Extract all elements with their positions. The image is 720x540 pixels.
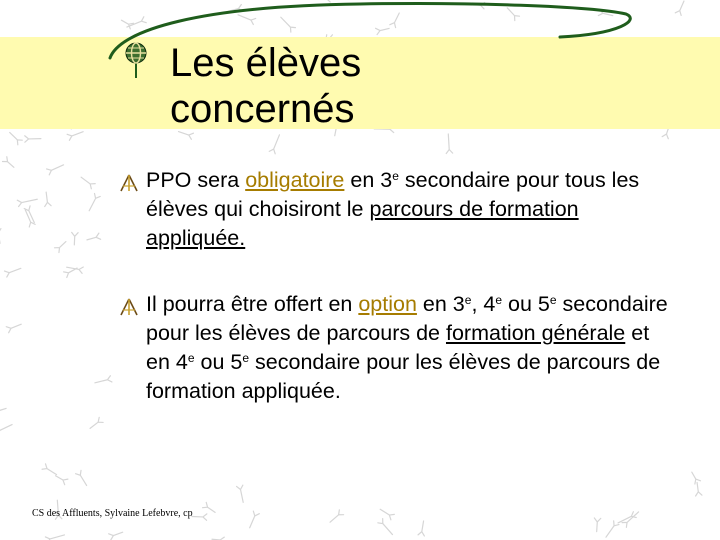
bullet-list <box>118 166 678 443</box>
texture-mark <box>64 268 77 277</box>
ordinal-superscript: e <box>187 351 195 365</box>
texture-mark <box>67 132 83 141</box>
texture-mark <box>179 132 194 140</box>
globe-icon <box>124 41 148 65</box>
texture-mark <box>42 464 57 475</box>
texture-mark <box>47 165 64 175</box>
texture-mark <box>81 177 95 189</box>
texture-mark <box>10 132 23 144</box>
texture-mark <box>95 376 112 383</box>
texture-mark <box>0 408 6 416</box>
texture-mark <box>594 518 600 532</box>
bullet-text-1 <box>146 166 678 253</box>
slide-title <box>170 40 590 132</box>
ordinal-superscript: e <box>392 169 399 183</box>
texture-mark <box>692 472 701 484</box>
bullet-text-segment: en 3 <box>344 168 393 192</box>
bullet-text-segment: et en 4 <box>146 321 650 374</box>
texture-mark <box>418 521 424 536</box>
bullet-text-2 <box>146 290 678 406</box>
texture-mark <box>269 135 279 154</box>
texture-mark <box>192 514 207 520</box>
highlighted-term: option <box>358 292 417 316</box>
texture-mark <box>250 511 260 528</box>
footer-credit: CS des Affluents, Sylvaine Lefebvre, cp <box>32 508 193 519</box>
texture-mark <box>25 136 41 142</box>
texture-mark <box>6 324 21 332</box>
texture-mark <box>0 229 1 244</box>
texture-mark <box>0 425 12 435</box>
texture-mark <box>45 535 64 540</box>
bullet-item-2 <box>118 290 678 406</box>
bullet-item-1 <box>118 166 678 253</box>
texture-mark <box>446 134 452 154</box>
texture-mark <box>17 199 37 206</box>
bullet-text-segment: PPO sera <box>146 168 246 192</box>
texture-mark <box>90 417 103 428</box>
ordinal-superscript: e <box>242 351 250 365</box>
texture-mark <box>45 192 51 206</box>
ordinal-superscript: e <box>495 293 503 307</box>
texture-mark <box>56 476 68 485</box>
highlighted-term: obligatoire <box>245 168 345 192</box>
tripod-bullet-icon <box>118 296 140 316</box>
bullet-text-segment: secondaire pour tous les élèves qui choisiront le <box>146 168 640 221</box>
texture-mark <box>378 519 393 535</box>
underlined-term: formation générale <box>445 321 626 345</box>
texture-mark <box>76 470 87 485</box>
bullet-text-segment: , 4 <box>471 292 496 316</box>
texture-mark <box>87 233 101 240</box>
texture-mark <box>55 242 66 253</box>
texture-mark <box>72 232 78 244</box>
bullet-text-segment: secondaire pour les élèves de parcours de formation appliquée. <box>146 350 661 403</box>
bullet-text-segment: secondaire pour les élèves de parcours de <box>146 292 668 345</box>
underlined-term: parcours de formation appliquée. <box>146 197 579 250</box>
bullet-text-segment: Il pourra être offert en <box>146 292 359 316</box>
title-line-1: Les élèves <box>170 41 362 85</box>
texture-mark <box>696 482 702 496</box>
texture-mark <box>237 485 244 502</box>
title-line-2: concernés <box>170 87 355 131</box>
bullet-text-segment: ou 5 <box>502 292 550 316</box>
texture-mark <box>330 510 344 522</box>
texture-mark <box>89 193 100 210</box>
ordinal-superscript: e <box>549 293 557 307</box>
tripod-bullet-icon <box>118 172 140 192</box>
texture-mark <box>3 157 14 168</box>
texture-mark <box>5 268 21 277</box>
texture-mark <box>203 502 216 512</box>
ordinal-superscript: e <box>464 293 472 307</box>
bullet-text-segment: en 3 <box>416 292 465 316</box>
texture-mark <box>606 521 619 537</box>
texture-mark <box>109 532 123 540</box>
bullet-text-segment: ou 5 <box>194 350 243 374</box>
